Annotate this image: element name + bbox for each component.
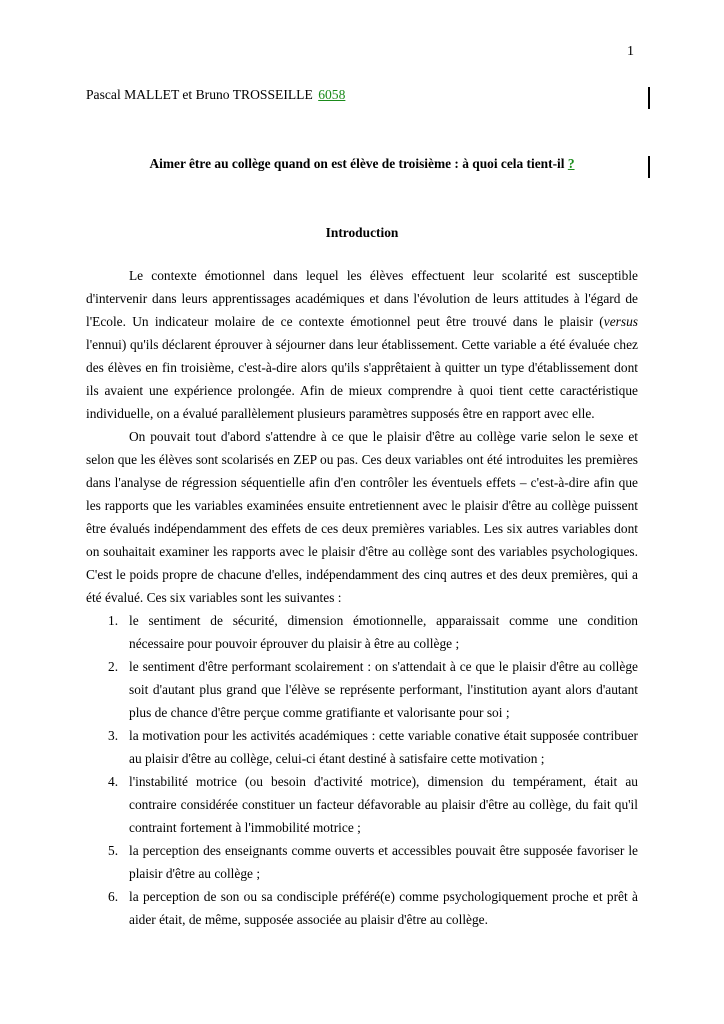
- section-heading: Introduction: [325, 225, 399, 240]
- list-marker: 2.: [108, 659, 119, 674]
- revision-change-bar: [648, 87, 650, 109]
- document-body: [86, 264, 638, 931]
- title-text: Aimer être au collège quand on est élève de troisième : à quoi cela tient-il: [149, 156, 568, 171]
- numbered-list: [86, 609, 638, 931]
- list-item-text: l'instabilité motrice (ou besoin d'activité motrice), dimension du tempérament, était au contraire considérée constituer un facteur défavorable au plaisir d'être au collège, du fait qu'il contraint fortement à l'immobilité motrice ;: [129, 774, 638, 835]
- authors-line: [86, 87, 345, 103]
- list-item-text: le sentiment de sécurité, dimension émotionnelle, apparaissait comme une condition nécessaire pour pouvoir éprouver du plaisir à être au collège ;: [129, 613, 638, 651]
- list-item: [108, 770, 638, 839]
- list-item-text: la perception des enseignants comme ouverts et accessibles pouvait être supposée favoriser le plaisir d'être au collège ;: [129, 843, 638, 881]
- list-marker: 1.: [108, 613, 119, 628]
- list-item: [108, 724, 638, 770]
- list-item: [108, 609, 638, 655]
- paragraph-text: l'ennui) qu'ils déclarent éprouver à séjourner dans leur établissement. Cette variable a été évaluée chez des élèves en fin troisième, c'est-à-dire alors qu'ils s'apprêtaient à quitter un type d'établissement dont ils avaient une expérience prolongée. Afin de mieux comprendre à quoi tient cette caractéristique individuelle, on a évalué parallèlement plusieurs paramètres supposés être en rapport avec elle.: [86, 337, 638, 421]
- page-number: 1: [627, 44, 634, 59]
- list-marker: 3.: [108, 728, 119, 743]
- list-item: [108, 839, 638, 885]
- list-item-text: la perception de son ou sa condisciple préféré(e) comme psychologiquement proche et prêt à aider était, de même, supposée associée au plaisir d'être au collège.: [129, 889, 638, 927]
- list-item-text: le sentiment d'être performant scolairement : on s'attendait à ce que le plaisir d'être au collège soit d'autant plus grand que l'élève se représente performant, l'institution ayant alors d'autant plus de chance d'être perçue comme gratifiante et valorisante pour soi ;: [129, 659, 638, 720]
- list-marker: 6.: [108, 889, 119, 904]
- list-item-text: la motivation pour les activités académiques : cette variable conative était supposée contribuer au plaisir d'être au collège, celui-ci étant destiné à satisfaire cette motivation ;: [129, 728, 638, 766]
- list-item: [108, 885, 638, 931]
- list-item: [108, 655, 638, 724]
- revision-change-bar: [648, 156, 650, 178]
- paragraph-text: Le contexte émotionnel dans lequel les élèves effectuent leur scolarité est susceptible d'intervenir dans leurs apprentissages académiques et dans l'évolution de leurs attitudes à l'égard de l'Ecole. Un indicateur molaire de ce contexte émotionnel peut être trouvé dans le plaisir (: [86, 268, 638, 329]
- tracked-change-number: 6058: [318, 87, 346, 102]
- list-marker: 5.: [108, 843, 119, 858]
- title-question-mark: ?: [567, 156, 575, 171]
- paragraph: On pouvait tout d'abord s'attendre à ce que le plaisir d'être au collège varie selon le sexe et selon que les élèves sont scolarisés en ZEP ou pas. Ces deux variables ont été introduites les premières dans l'analyse de régression séquentielle afin d'en contrôler les éventuels effets – c'est-à-dire afin que les rapports que les variables examinées ensuite entretiennent avec le plaisir d'être au collège puissent être évalués indépendamment des effets de ces deux premières variables. Les six autres variables dont on souhaitait examiner les rapports avec le plaisir d'être au collège sont des variables psychologiques. C'est le poids propre de chacune d'elles, indépendamment des cinq autres et des deux premières, qui a été évalué. Ces six variables sont les suivantes :: [86, 429, 638, 605]
- document-title: [86, 156, 638, 172]
- list-marker: 4.: [108, 774, 119, 789]
- paragraph: [86, 264, 638, 425]
- italic-text: versus: [603, 314, 638, 329]
- author-names: Pascal MALLET et Bruno TROSSEILLE: [86, 87, 313, 102]
